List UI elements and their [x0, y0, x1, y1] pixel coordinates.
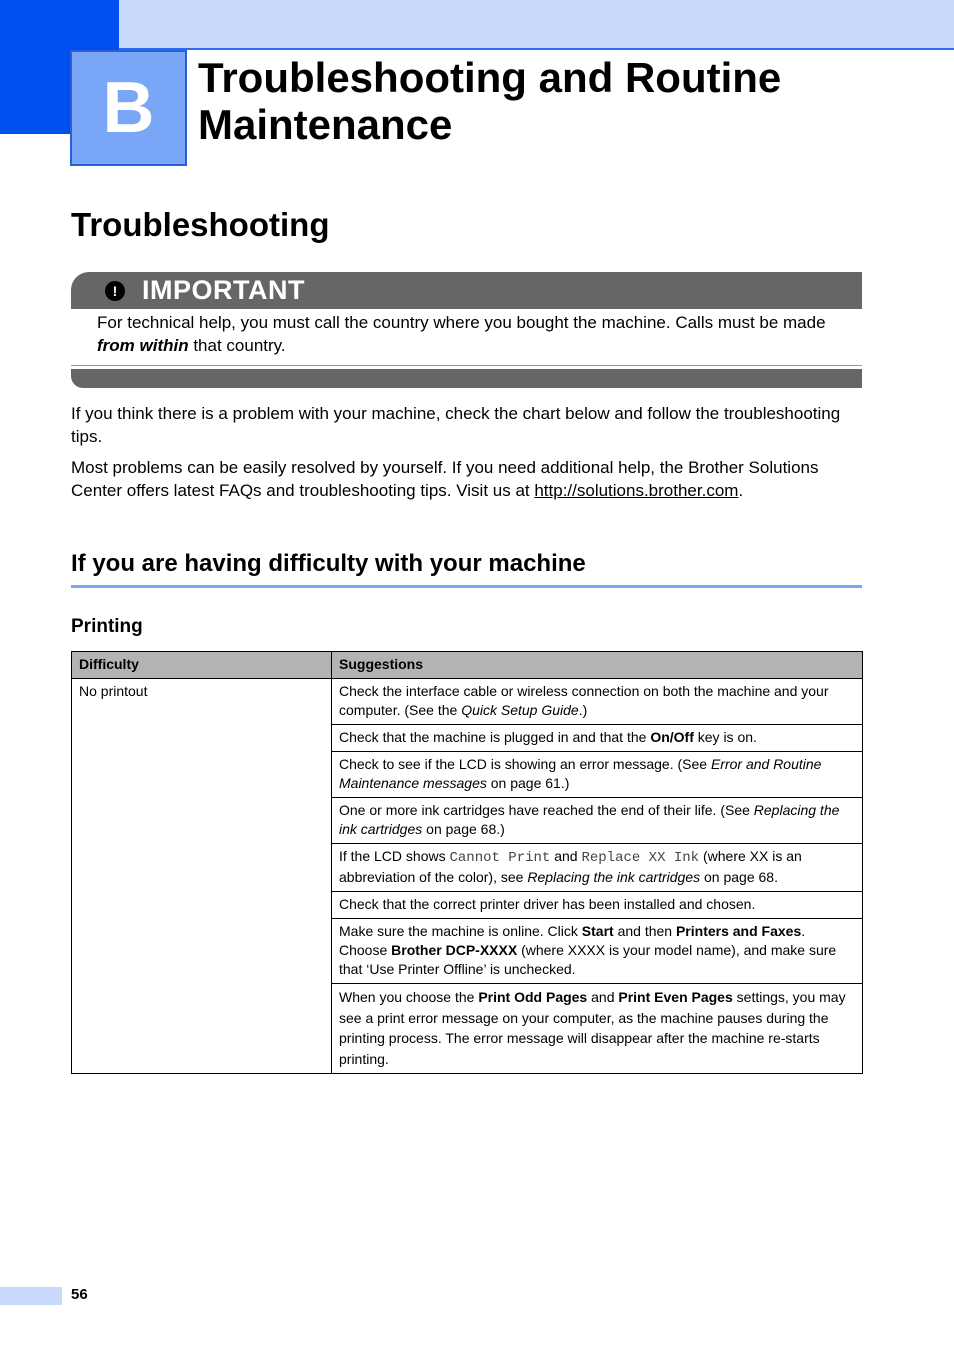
suggestion-cell: Check the interface cable or wireless connection on both the machine and your computer. (See the Quick Setup Guide.) [332, 679, 863, 725]
printing-title: Printing [71, 616, 143, 637]
table-header-row [72, 652, 863, 679]
table-row [72, 679, 863, 725]
suggestion-cell: Check that the correct printer driver has been installed and chosen. [332, 892, 863, 919]
header-band [0, 0, 954, 50]
difficulty-cell: No printout [72, 679, 332, 1074]
page-number-tab [0, 1287, 62, 1305]
important-banner [71, 272, 862, 309]
suggestion-cell: Make sure the machine is online. Click Start and then Printers and Faxes. Choose Brother DCP-XXXX (where XXXX is your model name), and make sure that ‘Use Printer Offline’ is unchecked. [332, 919, 863, 984]
suggestion-cell: One or more ink cartridges have reached the end of their life. (See Replacing the ink cartridges on page 68.) [332, 798, 863, 844]
important-label: IMPORTANT [142, 275, 305, 305]
exclamation-icon: ! [105, 281, 125, 301]
important-divider [71, 365, 862, 366]
printing-table [71, 651, 863, 1074]
suggestion-cell: When you choose the Print Odd Pages and Print Even Pages settings, you may see a print error message on your computer, as the machine pauses during the printing process. The error message will disappear after the machine re-starts printing. [332, 984, 863, 1074]
chapter-title: Troubleshooting and Routine Maintenance [198, 54, 782, 148]
important-footer-bar [71, 369, 862, 388]
subsection-title: If you are having difficulty with your machine [71, 550, 586, 577]
subsection-rule [71, 585, 862, 588]
suggestion-cell: Check that the machine is plugged in and that the On/Off key is on. [332, 725, 863, 752]
header-suggestions: Suggestions [332, 652, 863, 679]
section-title: Troubleshooting [71, 206, 330, 243]
suggestion-cell: Check to see if the LCD is showing an error message. (See Error and Routine Maintenance messages on page 61.) [332, 752, 863, 798]
chapter-letter: B [70, 50, 187, 166]
important-text: For technical help, you must call the country where you bought the machine. Calls must be made from within that country. [97, 313, 826, 355]
page-number: 56 [71, 1286, 88, 1303]
intro-paragraph-2: Most problems can be easily resolved by yourself. If you need additional help, the Brother Solutions Center offers latest FAQs and troubleshooting tips. Visit us at http://solutions.brother.com. [71, 458, 819, 500]
intro-paragraph-1: If you think there is a problem with your machine, check the chart below and follow the troubleshooting tips. [71, 404, 841, 446]
header-difficulty: Difficulty [72, 652, 332, 679]
suggestion-cell: If the LCD shows Cannot Print and Replace XX Ink (where XX is an abbreviation of the color), see Replacing the ink cartridges on page 68. [332, 844, 863, 892]
solutions-center-link[interactable]: http://solutions.brother.com [534, 481, 739, 500]
